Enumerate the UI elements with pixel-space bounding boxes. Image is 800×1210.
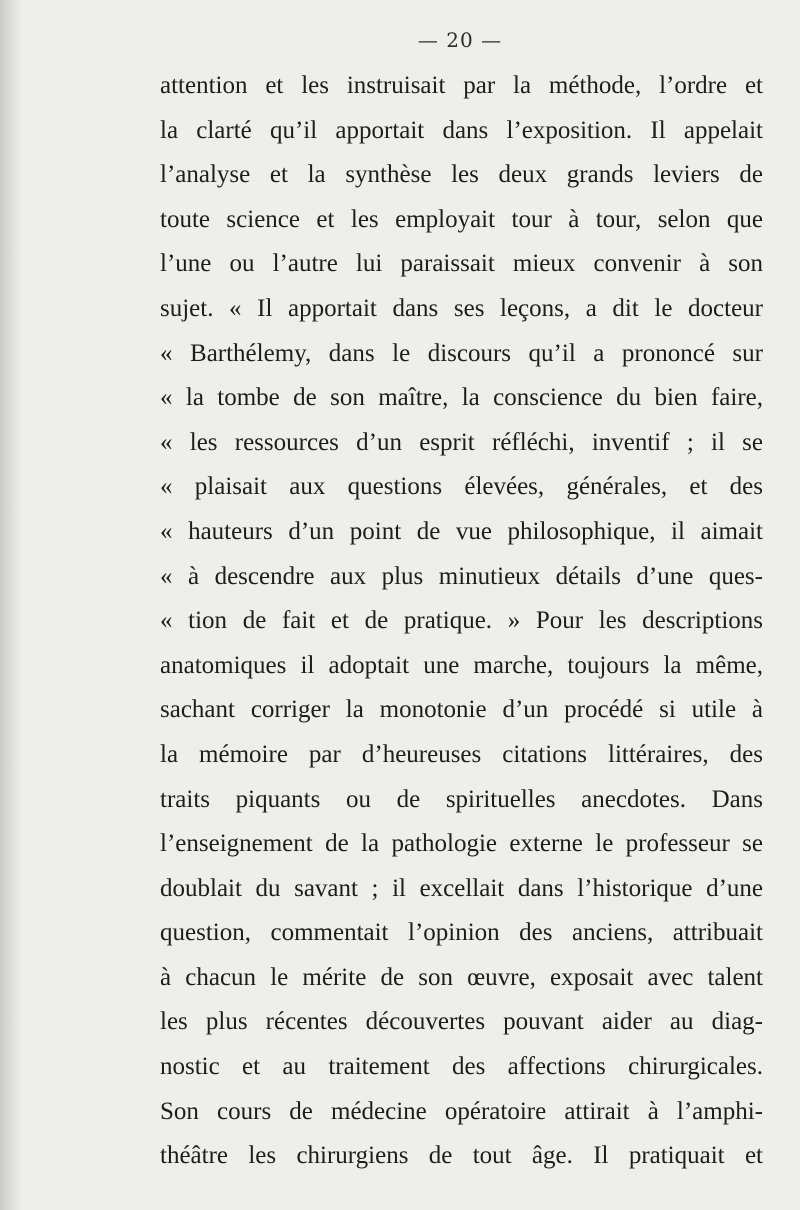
text-line: « les ressources d’un esprit réfléchi, inventif ; il se [160,428,763,456]
text-line: « Barthélemy, dans le discours qu’il a prononcé sur [160,339,763,367]
text-line: « la tombe de son maître, la conscience du bien faire, [160,384,763,412]
text-line: à chacun le mérite de son œuvre, exposait avec talent [160,963,763,991]
text-line: sachant corriger la monotonie d’un procédé si utile à [160,696,763,724]
text-line: « tion de fait et de pratique. » Pour les descriptions [160,607,763,635]
text-line: l’enseignement de la pathologie externe le professeur se [160,830,763,858]
text-line: « plaisait aux questions élevées, générales, et des [160,473,763,501]
text-line: toute science et les employait tour à tour, selon que [160,205,763,233]
text-line: la clarté qu’il apportait dans l’exposition. Il appelait [160,116,763,144]
text-line: l’une ou l’autre lui paraissait mieux convenir à son [160,250,763,278]
text-line: l’analyse et la synthèse les deux grands leviers de [160,161,763,189]
text-line: la mémoire par d’heureuses citations littéraires, des [160,740,763,768]
text-line: anatomiques il adoptait une marche, toujours la même, [160,651,763,679]
text-line: « hauteurs d’un point de vue philosophique, il aimait [160,517,763,545]
body-text [160,64,763,1179]
text-line: doublait du savant ; il excellait dans l’historique d’une [160,874,763,902]
page-gutter-shadow [0,0,22,1210]
text-line: question, commentait l’opinion des anciens, attribuait [160,919,763,947]
text-line: nostic et au traitement des affections chirurgicales. [160,1053,763,1081]
text-line: Son cours de médecine opératoire attirait à l’amphi- [160,1097,763,1125]
text-line: attention et les instruisait par la méthode, l’ordre et [160,72,763,99]
text-line: théâtre les chirurgiens de tout âge. Il pratiquait et [160,1142,763,1170]
text-line: sujet. « Il apportait dans ses leçons, a dit le docteur [160,294,763,322]
text-line: les plus récentes découvertes pouvant aider au diag- [160,1008,763,1036]
text-line: traits piquants ou de spirituelles anecdotes. Dans [160,785,763,813]
text-line: « à descendre aux plus minutieux détails d’une ques- [160,562,763,590]
page-number: — 20 — [417,28,503,52]
